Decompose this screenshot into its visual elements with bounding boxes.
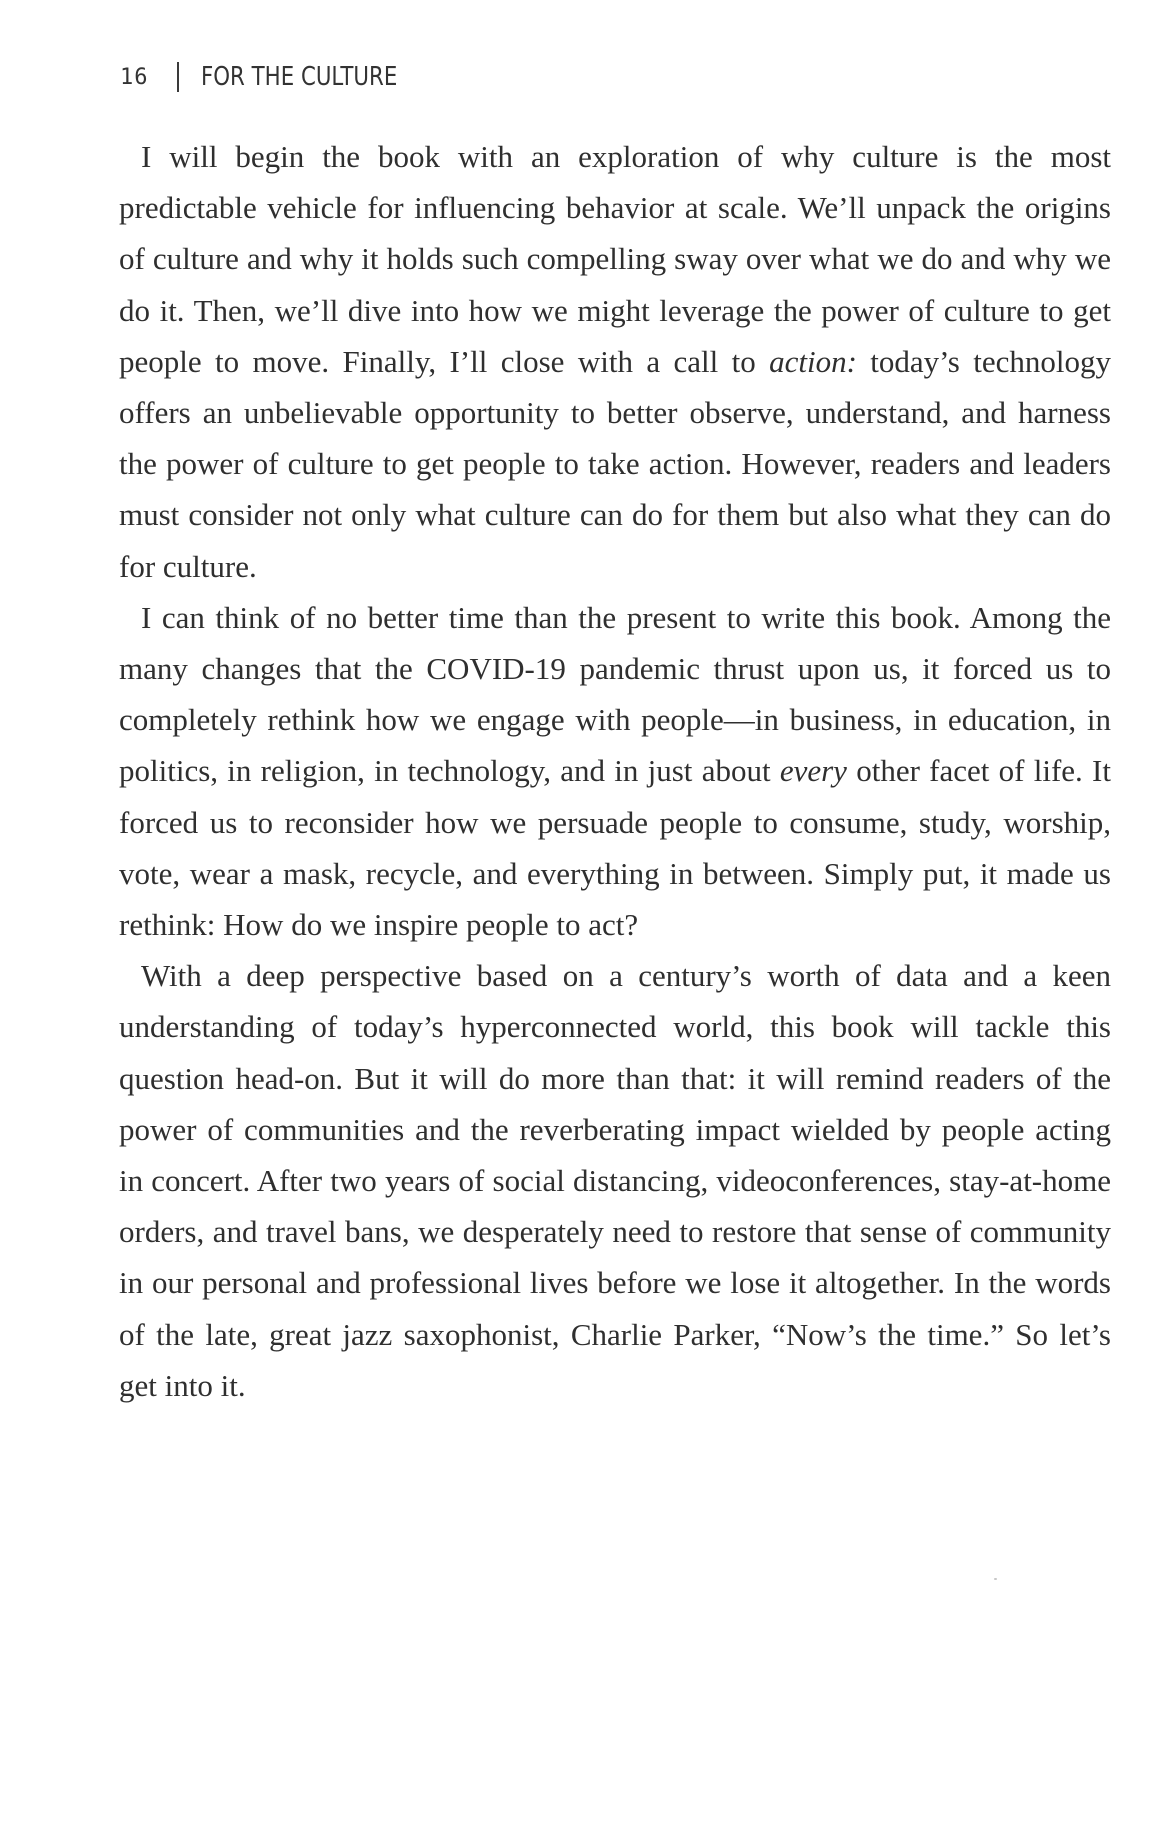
paragraph-1-text-a: I will begin the book with an exploration of why culture is the most predictable vehicle for influencing behavior at scale. We’ll unpack the origins of culture and why it holds such compelling sway over what we do and why we do it. Then, we’ll dive into how we might leverage the power of culture to get people to move. Finally, I’ll close with a call to (119, 139, 1111, 379)
paragraph-2-text-b: other facet of life. It forced us to reconsider how we persuade people to consume, study, worship, vote, wear a mask, recycle, and everything in between. Simply put, it made us rethink: How do we inspire people to act? (119, 753, 1111, 943)
paragraph-1-text-b: today’s technology offers an unbelievable opportunity to better observe, understand, and harness the power of culture to get people to take action. However, readers and leaders must consider not only what culture can do for them but also what they can do for culture. (119, 343, 1111, 584)
paragraph-2-italic: every (779, 753, 847, 789)
paragraph-2 (119, 592, 1111, 950)
paragraph-2-text-a: I can think of no better time than the present to write this book. Among the many changes that the COVID-19 pandemic thrust upon us, it forced us to completely rethink how we engage with people—in business, in education, in politics, in religion, in technology, and in just about (119, 599, 1111, 789)
paragraph-3-text: With a deep perspective based on a century’s worth of data and a keen understanding of today’s hyperconnected world, this book will tackle this question head-on. But it will do more than that: it will remind readers of the power of communities and the reverberating impact wielded by people acting in concert. After two years of social distancing, videoconferences, stay-at-home orders, and travel bans, we desperately need to restore that sense of community in our personal and professional lives before we lose it altogether. In the words of the late, great jazz saxophonist, Charlie Parker, “Now’s the time.” So let’s get into it. (119, 958, 1111, 1403)
running-head-separator (177, 62, 179, 92)
running-head (120, 60, 440, 94)
scan-speck (994, 1578, 997, 1580)
paragraph-3 (119, 950, 1111, 1411)
paragraph-1-italic: action: (769, 343, 857, 379)
running-head-book-title: FOR THE CULTURE (200, 62, 397, 92)
body-text (119, 131, 1111, 1411)
page-number: 16 (120, 64, 149, 90)
paragraph-1 (119, 131, 1111, 592)
